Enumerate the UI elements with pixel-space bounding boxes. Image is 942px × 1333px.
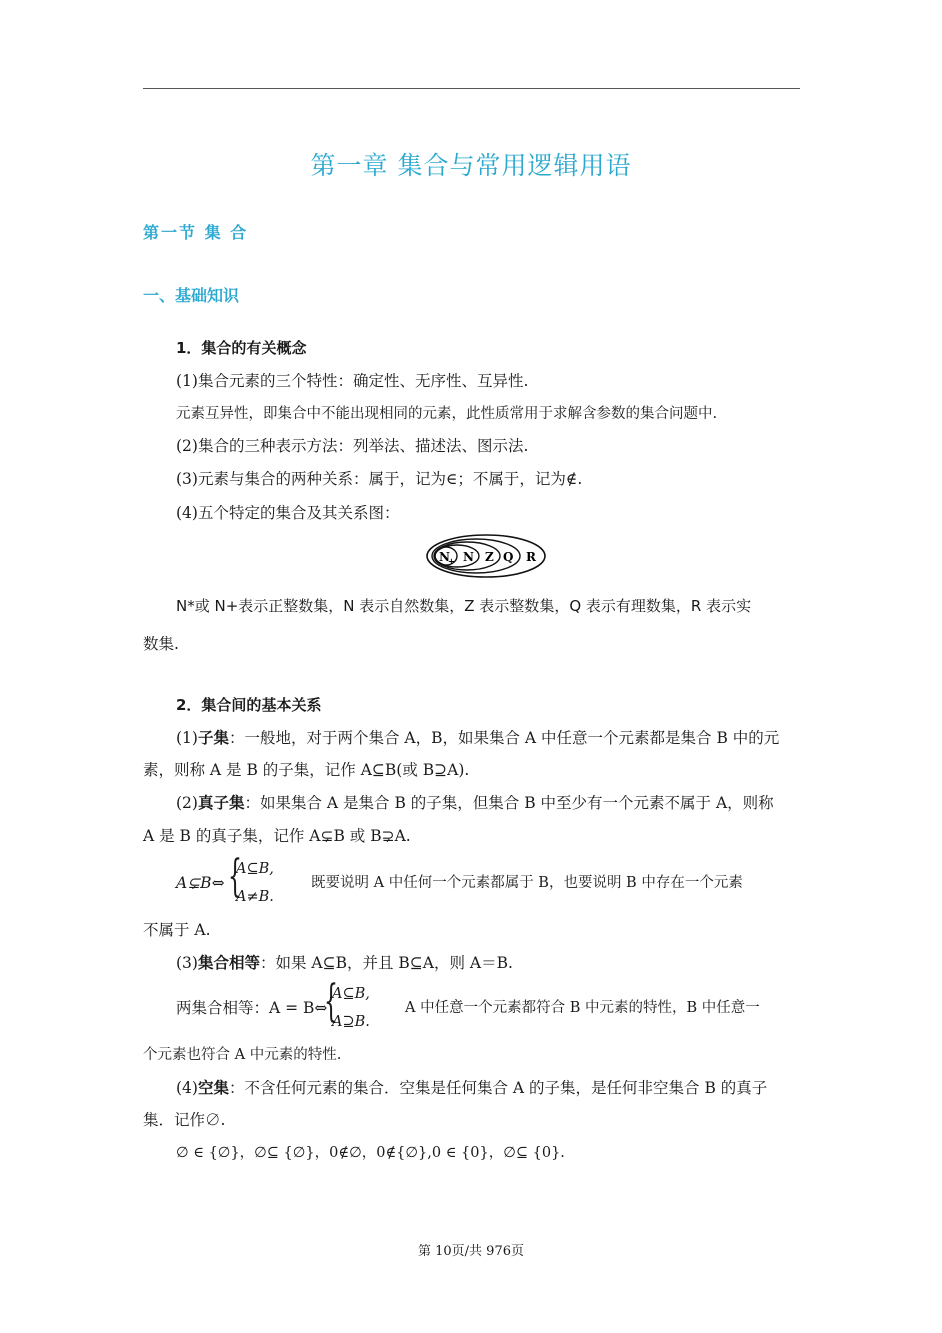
heading-concepts: 1．集合的有关概念 — [176, 339, 307, 357]
equality-lhs: 两集合相等：A = B⇔ — [176, 999, 328, 1017]
text-line-empty-set — [176, 1078, 767, 1098]
text-line: A 是 B 的真子集，记作 A⊊B 或 B⊋A. — [143, 827, 411, 845]
label-n: N — [463, 550, 474, 564]
text-line: (1)集合元素的三个特性：确定性、无序性、互异性. — [176, 372, 529, 390]
text-line: N*或 N+表示正整数集，N 表示自然数集，Z 表示整数集，Q 表示有理数集，R 表示实 — [176, 597, 752, 615]
term-proper-subset: 真子集 — [197, 794, 245, 812]
text-line: (4)五个特定的集合及其关系图： — [176, 504, 400, 522]
left-brace: { — [228, 851, 242, 902]
text-line: 不属于 A. — [143, 921, 211, 939]
text-line: 元素互异性，即集合中不能出现相同的元素，此性质常用于求解含参数的集合问题中. — [176, 406, 718, 422]
condition-1: A⊆B, — [236, 861, 274, 877]
item-number: (4) — [176, 1079, 198, 1097]
section-title: 第一节 集 合 — [143, 223, 249, 242]
page-footer: 第 10页/共 976页 — [418, 1244, 524, 1259]
term-empty-set: 空集 — [197, 1079, 229, 1097]
text-line: (2)集合的三种表示方法：列举法、描述法、图示法. — [176, 437, 529, 455]
item-number: (3) — [176, 954, 198, 972]
number-sets-diagram — [425, 532, 547, 580]
text-line: (3)元素与集合的两种关系：属于，记为∈；不属于，记为∉. — [176, 470, 583, 488]
part-title: 一、基础知识 — [143, 286, 240, 305]
condition-1: A⊆B, — [332, 986, 370, 1002]
label-q: Q — [503, 550, 514, 564]
header-rule — [143, 88, 800, 89]
definition-text: ：不含任何元素的集合．空集是任何集合 A 的子集，是任何非空集合 B 的真子 — [228, 1079, 768, 1097]
text-line: 既要说明 A 中任何一个元素都属于 B，也要说明 B 中存在一个元素 — [311, 875, 743, 891]
text-line: ∅ ∈ {∅}，∅⊆ {∅}，0∉∅，0∉{∅},0 ∈ {0}，∅⊆ {0}. — [176, 1145, 565, 1161]
heading-relations: 2．集合间的基本关系 — [176, 696, 322, 714]
definition-text: ：一般地，对于两个集合 A，B，如果集合 A 中任意一个元素都是集合 B 中的元 — [228, 729, 780, 747]
text-line: 数集. — [143, 635, 179, 653]
left-brace: { — [324, 976, 338, 1027]
definition-text: ：如果 A⊆B，并且 B⊆A，则 A＝B. — [259, 954, 513, 972]
text-line: 素，则称 A 是 B 的子集，记作 A⊆B(或 B⊇A). — [143, 761, 470, 779]
text-line-subset — [176, 728, 779, 748]
label-r: R — [526, 550, 536, 564]
condition-2: A≠B. — [236, 889, 274, 905]
chapter-title: 第一章 集合与常用逻辑用语 — [310, 151, 632, 180]
text-line-set-equality — [176, 953, 513, 973]
label-nplus-sub: + — [448, 556, 455, 566]
item-number: (1) — [176, 729, 198, 747]
item-number: (2) — [176, 794, 198, 812]
label-nplus: N — [439, 550, 450, 564]
term-subset: 子集 — [197, 729, 229, 747]
term-set-equality: 集合相等 — [197, 954, 260, 972]
label-z: Z — [485, 550, 494, 564]
definition-text: ：如果集合 A 是集合 B 的子集，但集合 B 中至少有一个元素不属于 A，则称 — [244, 794, 774, 812]
proper-subset-lhs: A⊊B⇔ — [176, 874, 225, 892]
text-line-proper-subset — [176, 793, 774, 813]
text-line: 个元素也符合 A 中元素的特性. — [143, 1047, 342, 1063]
condition-2: A⊇B. — [332, 1014, 370, 1030]
text-line: A 中任意一个元素都符合 B 中元素的特性，B 中任意一 — [405, 1000, 760, 1016]
text-line: 集．记作∅. — [143, 1111, 226, 1129]
